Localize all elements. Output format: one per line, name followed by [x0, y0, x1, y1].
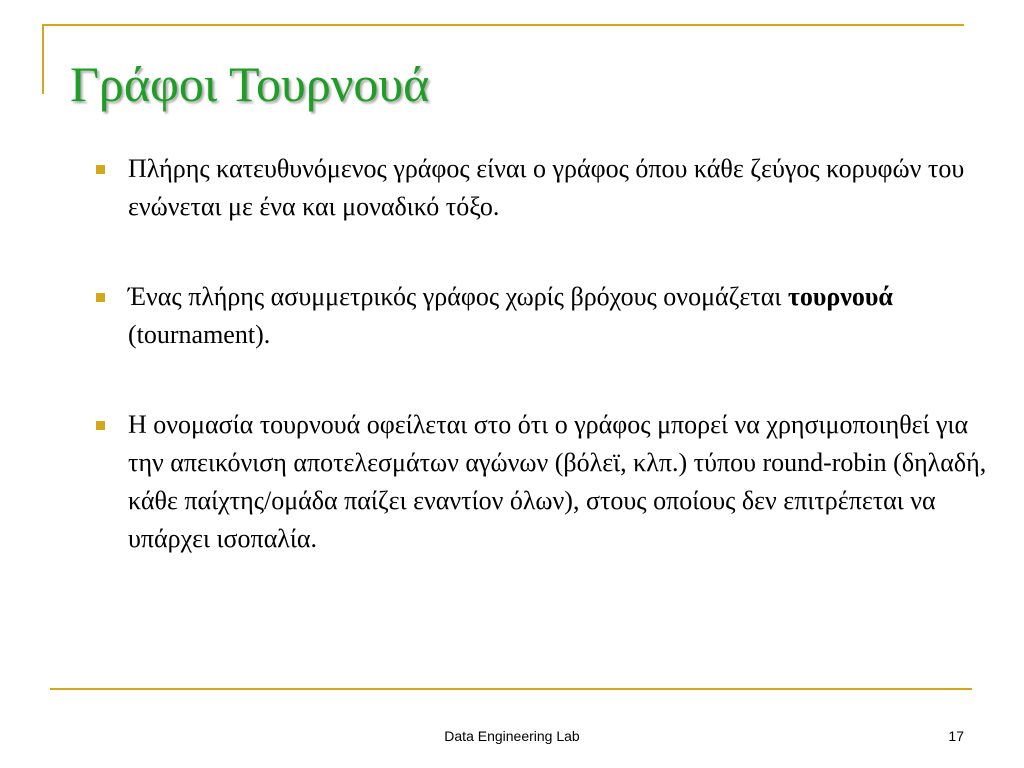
- footer-rule: [50, 688, 972, 690]
- square-bullet-icon: [96, 293, 105, 302]
- bullet-text-after: (tournament).: [128, 320, 271, 349]
- bullet-text-before: Ένας πλήρης ασυμμετρικός γράφος χωρίς βρόχους ονομάζεται: [128, 282, 788, 311]
- bullet-item-3: [96, 406, 996, 558]
- left-rule: [42, 24, 44, 94]
- bullet-text: Πλήρης κατευθυνόμενος γράφος είναι ο γράφος όπου κάθε ζεύγος κορυφών του ενώνεται με ένα και μοναδικό τόξο.: [128, 154, 965, 221]
- bullet-bold-term: τουρνουά: [787, 282, 893, 311]
- bullet-item-1: [96, 150, 996, 226]
- bullet-item-2: [96, 278, 996, 354]
- footer-label: Data Engineering Lab: [444, 728, 580, 744]
- page-number: 17: [948, 728, 964, 744]
- bullet-list: [96, 150, 996, 558]
- square-bullet-icon: [96, 421, 105, 430]
- bullet-text: Η ονομασία τουρνουά οφείλεται στο ότι ο γράφος μπορεί να χρησιμοποιηθεί για την απεικόνιση αποτελεσμάτων αγώνων (βόλεϊ, κλπ.) τύπου round-robin (δηλαδή, κάθε παίχτης/ομάδα παίζει εναντίον όλων), στους οποίους δεν επιτρέπεται να υπάρχει ισοπαλία.: [128, 410, 987, 553]
- square-bullet-icon: [96, 165, 105, 174]
- top-rule: [42, 24, 964, 26]
- slide-title: Γράφοι Τουρνουά: [70, 56, 430, 112]
